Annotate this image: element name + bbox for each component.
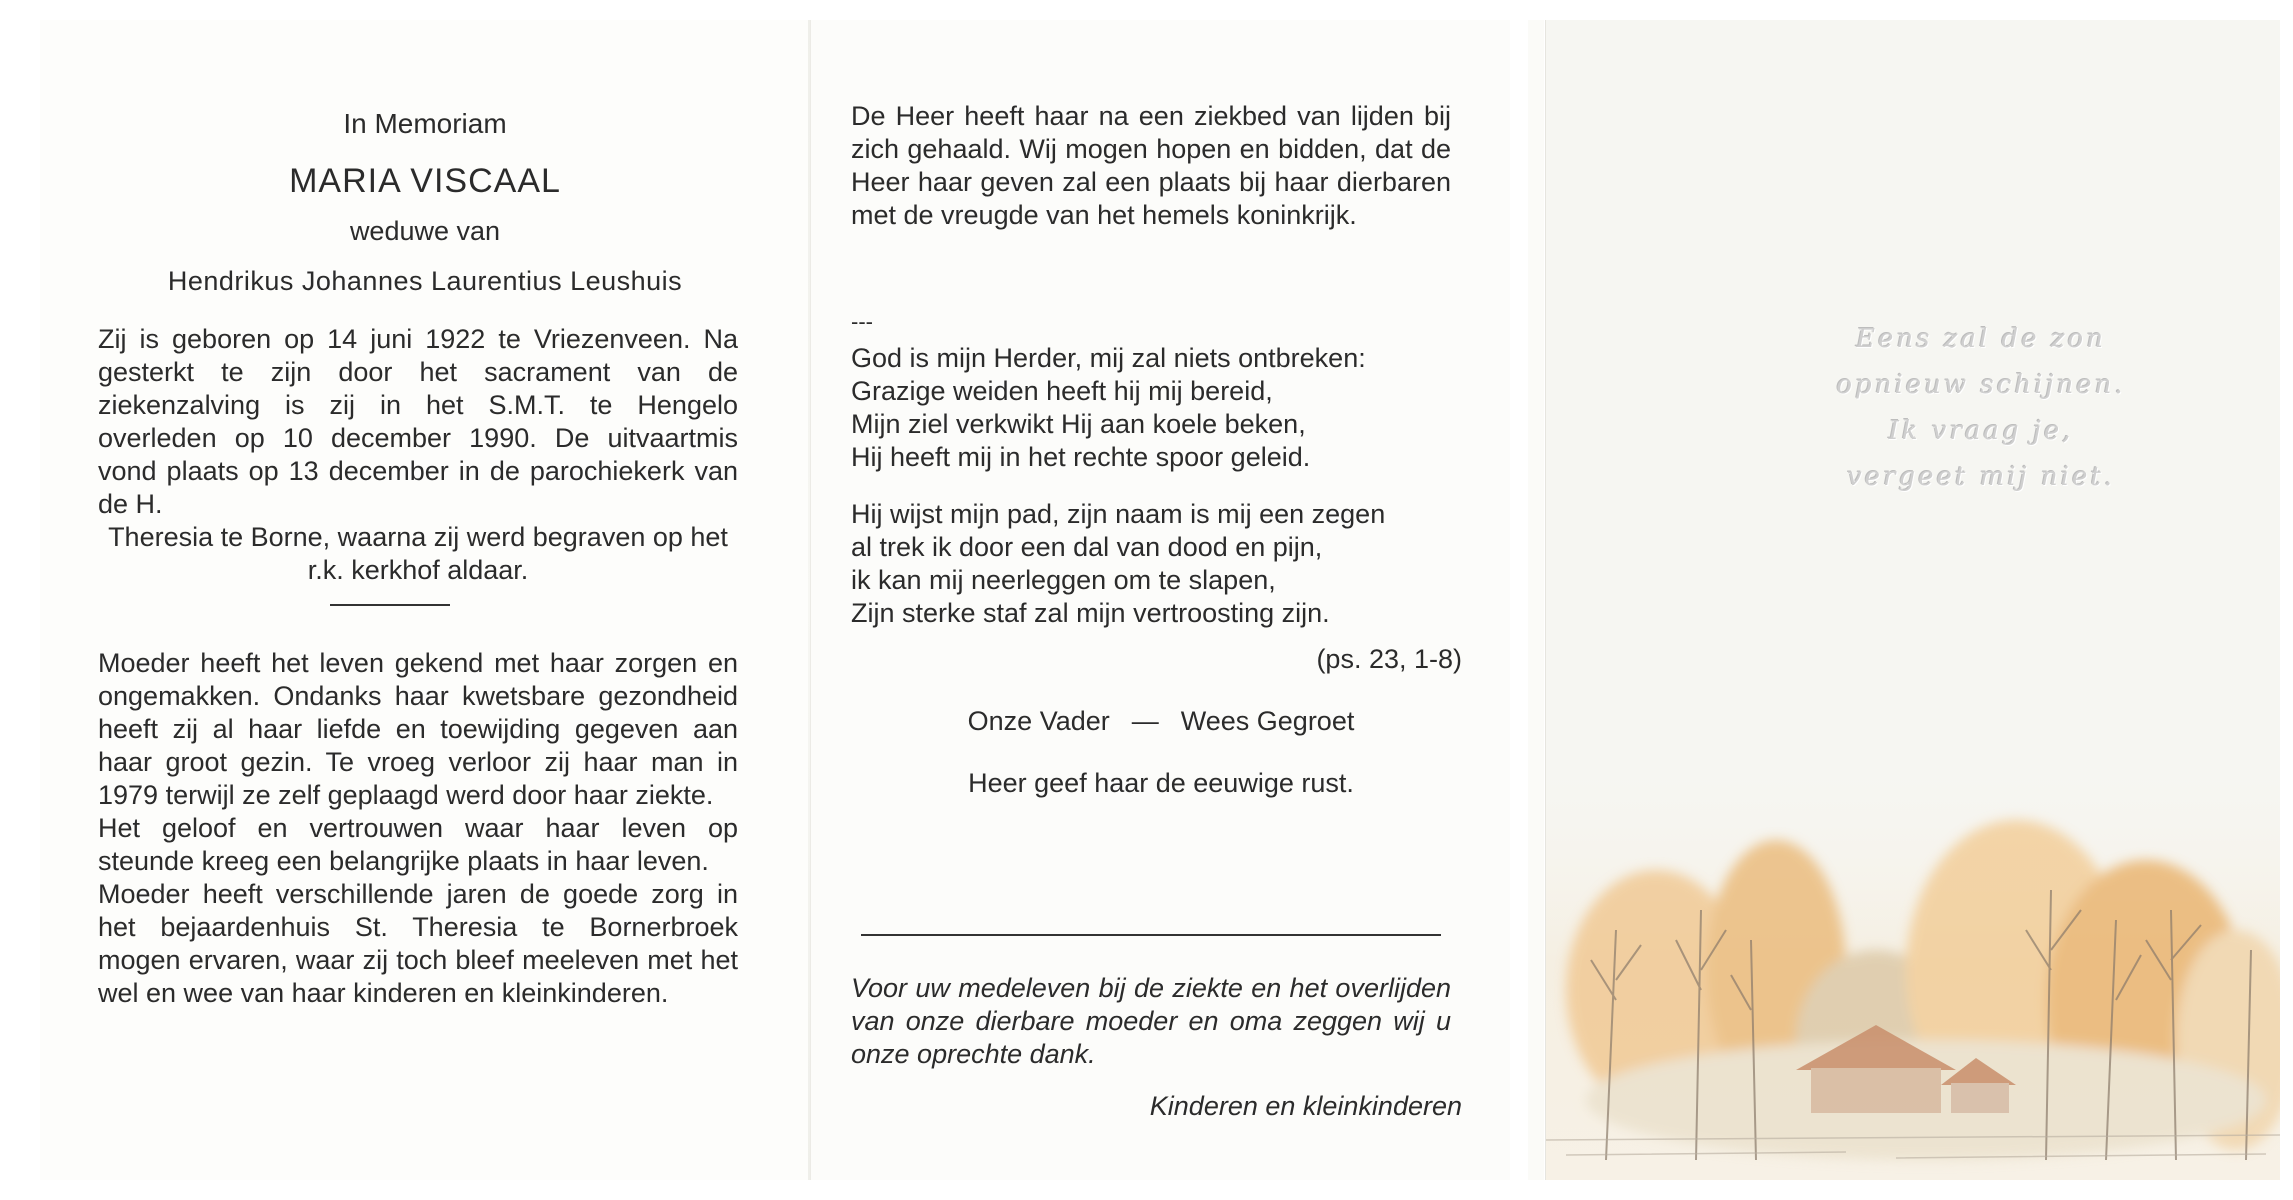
memoriam-title: In Memoriam bbox=[343, 108, 507, 139]
section-divider bbox=[861, 934, 1441, 936]
prayers-line bbox=[811, 705, 1511, 738]
card-middle-panel bbox=[810, 20, 1510, 1180]
biography-block bbox=[98, 323, 738, 587]
card-left-panel bbox=[40, 20, 810, 1180]
thanks-text: Voor uw medeleven bij de ziekte en het overlijden van onze dierbare moeder en oma zeggen wij u onze oprechte dank. bbox=[851, 973, 1451, 1069]
prayer-dash: — bbox=[1131, 706, 1159, 736]
embossed-poem: Eens zal de zon opnieuw schijnen. Ik vraag je, vergeet mij niet. bbox=[1836, 324, 2126, 492]
prayer-hail-mary: Wees Gegroet bbox=[1180, 706, 1355, 736]
psalm-stanza-1: God is mijn Herder, mij zal niets ontbreken: Grazige weiden heeft hij mij bereid, Mijn ziel verkwikt Hij aan koele beken, Hij heeft mij in het rechte spoor geleid. bbox=[851, 343, 1366, 472]
card-cover-panel bbox=[1545, 20, 2280, 1180]
psalm-reference: (ps. 23, 1-8) bbox=[1316, 644, 1462, 674]
prayer-our-father: Onze Vader bbox=[967, 706, 1110, 736]
watercolor-landscape-image bbox=[1546, 740, 2280, 1180]
section-divider bbox=[330, 604, 450, 606]
biography-text: Zij is geboren op 14 juni 1922 te Vriezenveen. Na gesterkt te zijn door het sacrament van de ziekenzalving is zij in het S.M.T. te Hengelo overleden op 10 december 1990. De uitvaartmis vond plaats op 13 december in de parochiekerk van de H. bbox=[98, 324, 738, 519]
tribute-text: Moeder heeft het leven gekend met haar zorgen en ongemakken. Ondanks haar kwetsbare gezondheid heeft zij al haar liefde en toewijding gegeven aan haar groot gezin. Te vroeg verloor zij haar man in 1979 terwijl ze zelf geplaagd werd door haar ziekte. Het geloof en vertrouwen waar haar leven op steunde kreeg een belangrijke plaats in haar leven. Moeder heeft verschillende jaren de goede zorg in het bejaardenhuis St. Theresia te Bornerbroek mogen ervaren, waar zij toch bleef meeleven met het wel en wee van haar kinderen en kleinkinderen. bbox=[98, 648, 738, 1008]
psalm-stanza-2: Hij wijst mijn pad, zijn naam is mij een zegen al trek ik door een dal van dood en pijn, ik kan mij neerleggen om te slapen, Zijn sterke staf zal mijn vertroosting zijn. bbox=[851, 499, 1386, 628]
husband-name: Hendrikus Johannes Laurentius Leushuis bbox=[167, 266, 683, 296]
widow-of-label: weduwe van bbox=[349, 216, 501, 246]
farewell-text: De Heer heeft haar na een ziekbed van lijden bij zich gehaald. Wij mogen hopen en bidden, dat de Heer haar geven zal een plaats bij haar dierbaren met de vreugde van het hemels koninkrijk. bbox=[851, 101, 1451, 230]
eternal-rest-line: Heer geef haar de eeuwige rust. bbox=[968, 768, 1354, 798]
family-signature: Kinderen en kleinkinderen bbox=[1149, 1091, 1462, 1121]
deceased-name: MARIA VISCAAL bbox=[289, 162, 561, 200]
fold-crease bbox=[1528, 20, 1544, 1180]
biography-text-end: Theresia te Borne, waarna zij werd begraven op het r.k. kerkhof aldaar. bbox=[108, 522, 728, 585]
fold-crease bbox=[808, 20, 810, 1180]
separator-mark: --- bbox=[851, 309, 873, 334]
